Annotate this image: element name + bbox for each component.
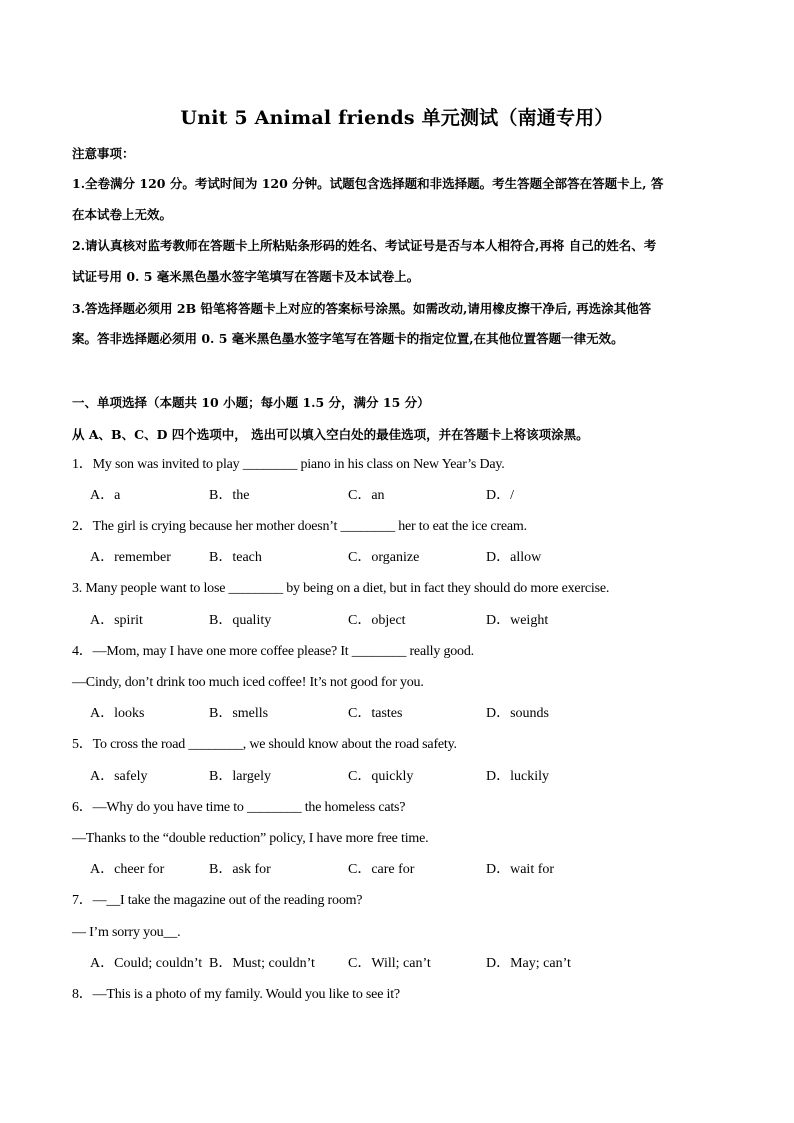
option-b: B．the (209, 488, 250, 503)
option-b: B．ask for (209, 862, 271, 877)
option-c: C．object (348, 613, 406, 628)
notice-line: 在本试卷上无效。 (72, 207, 173, 222)
question-text: —Cindy, don’t drink too much iced coffee! It’s not good for you. (72, 675, 424, 690)
option-a: A．cheer for (90, 862, 165, 877)
option-a: A．remember (90, 550, 171, 565)
option-a: A．Could; couldn’t (90, 956, 203, 971)
option-b: B．quality (209, 613, 272, 628)
option-c: C．care for (348, 862, 415, 877)
notice-line: 2.请认真核对监考教师在答题卡上所粘贴条形码的姓名、考试证号是否与本人相符合,再将 自己的姓名、考 (72, 238, 657, 253)
option-c: C．Will; can’t (348, 956, 431, 971)
question-text: —Thanks to the “double reduction” policy, I have more free time. (72, 831, 429, 846)
option-d: D．May; can’t (486, 956, 571, 971)
option-d: D．luckily (486, 769, 549, 784)
option-a: A．safely (90, 769, 148, 784)
section-heading: 一、单项选择（本题共 10 小题；每小题 1.5 分，满分 15 分） (72, 395, 430, 410)
option-d: D．allow (486, 550, 542, 565)
option-c: C．organize (348, 550, 420, 565)
option-a: A．looks (90, 706, 145, 721)
option-c: C．an (348, 488, 385, 503)
notice-line: 试证号用 0. 5 毫米黑色墨水签字笔填写在答题卡及本试卷上。 (72, 269, 420, 284)
option-a: A．a (90, 488, 121, 503)
option-c: C．quickly (348, 769, 414, 784)
option-c: C．tastes (348, 706, 403, 721)
question-text: 4．—Mom, may I have one more coffee please? It ________ really good. (72, 644, 474, 659)
question-text: 7．—__I take the magazine out of the reading room? (72, 893, 363, 908)
question-text: 1．My son was invited to play ________ piano in his class on New Year’s Day. (72, 457, 505, 472)
notice-line: 1.全卷满分 120 分。考试时间为 120 分钟。试题包含选择题和非选择题。考生答题全部答在答题卡上, 答 (72, 176, 664, 191)
option-b: B．largely (209, 769, 271, 784)
section-instruction: 从 A、B、C、D 四个选项中， 选出可以填入空白处的最佳选项，并在答题卡上将该项涂黑。 (72, 427, 589, 442)
notice-heading: 注意事项： (72, 146, 135, 161)
notice-line: 案。答非选择题必须用 0. 5 毫米黑色墨水签字笔写在答题卡的指定位置,在其他位置答题一律无效。 (72, 331, 624, 346)
question-text: 6．—Why do you have time to ________ the homeless cats? (72, 800, 406, 815)
page-title: Unit 5 Animal friends 单元测试（南通专用） (180, 107, 614, 129)
option-a: A．spirit (90, 613, 143, 628)
question-text: — I’m sorry you__. (72, 925, 181, 940)
question-text: 5．To cross the road ________, we should know about the road safety. (72, 737, 457, 752)
question-text: 2．The girl is crying because her mother doesn’t ________ her to eat the ice cream. (72, 519, 527, 534)
option-b: B．Must; couldn’t (209, 956, 315, 971)
notice-line: 3.答选择题必须用 2B 铅笔将答题卡上对应的答案标号涂黑。如需改动,请用橡皮擦干净后, 再选涂其他答 (72, 301, 652, 316)
option-d: D．weight (486, 613, 549, 628)
question-text: 8．—This is a photo of my family. Would you like to see it? (72, 987, 400, 1002)
option-d: D．sounds (486, 706, 550, 721)
option-b: B．teach (209, 550, 262, 565)
question-text: 3. Many people want to lose ________ by being on a diet, but in fact they should do more exercise. (72, 581, 610, 596)
option-b: B．smells (209, 706, 269, 721)
option-d: D．/ (486, 488, 514, 503)
option-d: D．wait for (486, 862, 555, 877)
